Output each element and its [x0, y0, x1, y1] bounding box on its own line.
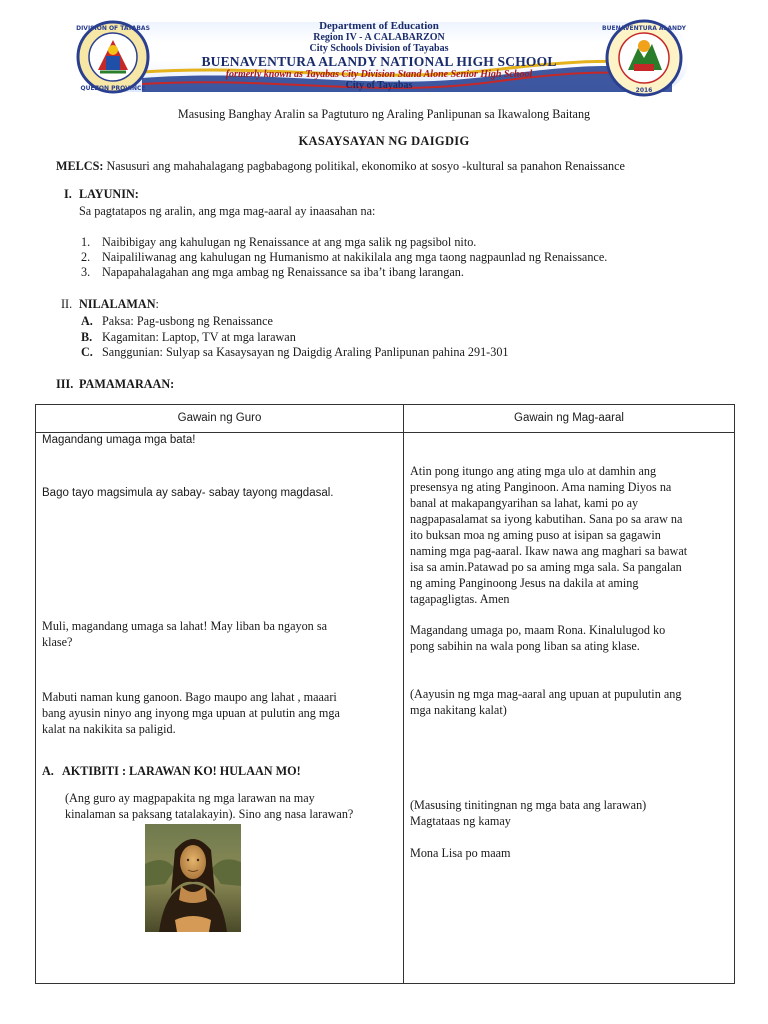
student-greeting-line: pong sabihin na wala pong liban sa ating klase. — [410, 639, 640, 653]
division-seal-icon — [76, 20, 150, 94]
teacher-chairs-line: Mabuti naman kung ganoon. Bago maupo ang lahat , maaari — [42, 690, 337, 704]
student-raise-hand: Magtataas ng kamay — [410, 814, 511, 828]
lesson-plan-title: KASAYSAYAN NG DAIGDIG — [298, 134, 470, 148]
student-prayer-line: ito buksan moa ng aming puso at isipan sa gagawin — [410, 528, 661, 542]
banner-text — [164, 20, 594, 91]
content-item: Sanggunian: Sulyap sa Kasaysayan ng Daigdig Araling Panlipunan pahina 291-301 — [102, 345, 509, 359]
student-answer: Mona Lisa po maam — [410, 846, 511, 860]
teacher-column-header: Gawain ng Guro — [177, 412, 262, 424]
student-prayer-line: Atin pong itungo ang ating mga ulo at damhin ang — [410, 464, 657, 478]
teacher-greeting: Magandang umaga mga bata! — [42, 434, 196, 446]
melcs-label: MELCS: — [56, 159, 104, 173]
former-name: formerly known as Tayabas City Division Stand Alone Senior High School — [225, 69, 533, 80]
teacher-attendance-line: klase? — [42, 635, 73, 649]
section-2-number: II. — [61, 297, 73, 311]
lesson-plan-subtitle: Masusing Banghay Aralin sa Pagtuturo ng Araling Panlipunan sa Ikawalong Baitang — [177, 107, 591, 121]
region-name: Region IV - A CALABARZON — [313, 32, 445, 43]
melcs-line — [56, 159, 625, 174]
activity-title: AKTIBITI : LARAWAN KO! HULAAN MO! — [62, 764, 301, 778]
city-name: City of Tayabas — [345, 80, 413, 91]
student-chairs-line: (Aayusin ng mga mag-aaral ang upuan at pupulutin ang — [410, 687, 682, 701]
teacher-chairs-line: kalat na nakikita sa paligid. — [42, 722, 176, 736]
school-name: BUENAVENTURA ALANDY NATIONAL HIGH SCHOOL — [201, 54, 557, 69]
svg-text:QUEZON PROVINCE: QUEZON PROVINCE — [80, 85, 146, 92]
school-seal-icon — [600, 18, 688, 98]
objective-item: Naibibigay ang kahulugan ng Renaissance at ang mga salik ng pagsibol nito. — [102, 235, 477, 249]
objective-number: 1. — [81, 235, 91, 249]
objective-item: Napapahalagahan ang mga ambag ng Renaissance sa iba’t ibang larangan. — [102, 265, 464, 279]
teacher-attendance-line: Muli, magandang umaga sa lahat! May liban ba ngayon sa — [42, 619, 327, 633]
content-letter: A. — [81, 314, 93, 328]
teacher-show-line: kinalaman sa paksang tatalakayin). Sino ang nasa larawan? — [65, 807, 354, 821]
content-letter: B. — [81, 330, 93, 344]
student-prayer-line: banal at makapangyarihan sa lahat, kami po ay — [410, 496, 639, 510]
student-chairs-line: mga nakitang kalat) — [410, 703, 507, 717]
mona-lisa-painting-icon — [145, 824, 241, 932]
objective-number: 2. — [81, 250, 91, 264]
student-look-line: (Masusing tinitingnan ng mga bata ang larawan) — [410, 798, 647, 812]
dept-name: Department of Education — [319, 20, 439, 32]
section-3-number: III. — [56, 377, 74, 391]
teacher-chairs-line: bang ayusin ninyo ang inyong mga upuan at pulutin ang mga — [42, 706, 340, 720]
seal-year: 2016 — [635, 87, 653, 94]
column-divider — [403, 405, 404, 983]
student-column-header: Gawain ng Mag-aaral — [514, 412, 624, 424]
activity-letter: A. — [42, 764, 54, 778]
svg-text:DIVISION OF TAYABAS: DIVISION OF TAYABAS — [76, 25, 150, 32]
section-2-line — [79, 297, 159, 312]
section-3-heading: PAMAMARAAN: — [79, 377, 175, 391]
section-2-colon: : — [155, 297, 159, 311]
teacher-show-line: (Ang guro ay magpapakita ng mga larawan na may — [65, 791, 315, 805]
content-letter: C. — [81, 345, 93, 359]
student-prayer-line: isa sa amin.Patawad po sa aming mga sala. Sa pangalan — [410, 560, 682, 574]
student-prayer-line: ng aming Panginoong Jesus na dakila at aming — [410, 576, 639, 590]
student-prayer-line: naming mga pag-aaral. Ikaw nawa ang maghari sa bawat — [410, 544, 688, 558]
teacher-prayer-call: Bago tayo magsimula ay sabay- sabay tayong magdasal. — [42, 487, 334, 499]
melcs-text: Nasusuri ang mahahalagang pagbabagong politikal, ekonomiko at sosyo -kultural sa panahon Renaissance — [106, 159, 625, 173]
student-prayer-line: nagpapasalamat sa iyong kabutihan. Sana po sa araw na — [410, 512, 683, 526]
content-item: Kagamitan: Laptop, TV at mga larawan — [102, 330, 296, 344]
student-prayer-line: presensya ng ating Panginoon. Ama naming Diyos na — [410, 480, 672, 494]
objective-item: Naipaliliwanag ang kahulugan ng Humanismo at nakikilala ang mga taong nagpaunlad ng Renaissance. — [102, 250, 608, 264]
division-name: City Schools Division of Tayabas — [309, 43, 449, 54]
content-item: Paksa: Pag-usbong ng Renaissance — [102, 314, 273, 328]
school-header-banner — [72, 18, 697, 98]
section-1-number: I. — [64, 187, 72, 201]
student-greeting-line: Magandang umaga po, maam Rona. Kinalulugod ko — [410, 623, 666, 637]
student-prayer-line: tagapagligtas. Amen — [410, 592, 510, 606]
section-1-heading: LAYUNIN: — [79, 187, 139, 201]
section-2-heading: NILALAMAN — [79, 297, 156, 311]
objectives-intro: Sa pagtatapos ng aralin, ang mga mag-aaral ay inaasahan na: — [79, 204, 376, 218]
svg-text:BUENAVENTURA ALANDY: BUENAVENTURA ALANDY — [602, 25, 686, 32]
objective-number: 3. — [81, 265, 91, 279]
